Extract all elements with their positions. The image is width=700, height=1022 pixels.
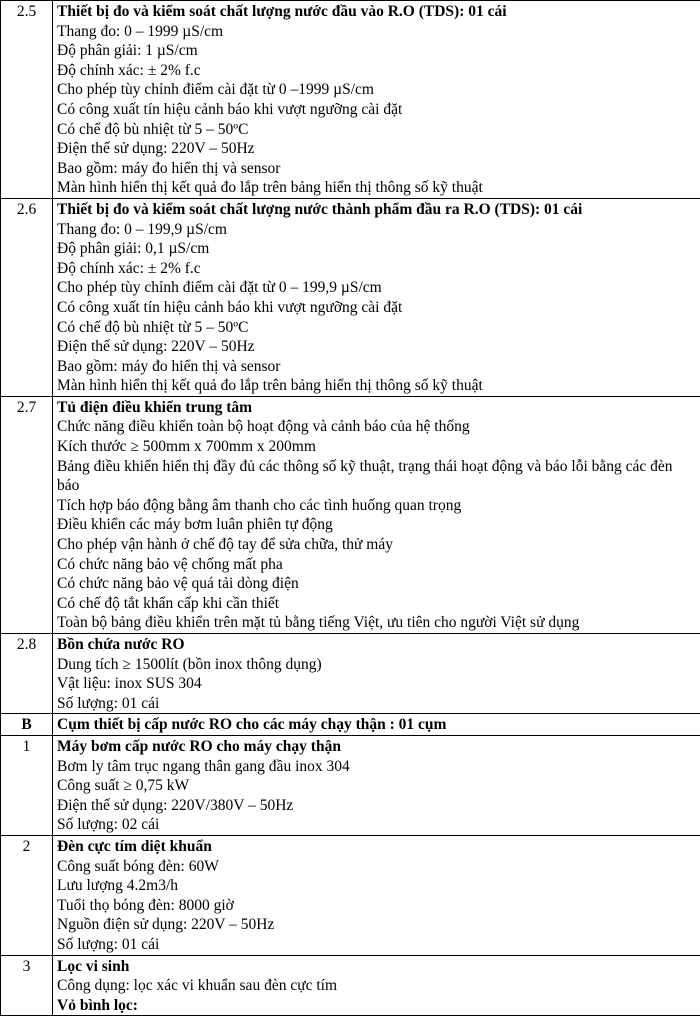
spec-line: Cho phép tùy chỉnh điểm cài đặt từ 0 –1999 µS/cm [57,81,374,99]
spec-line: Điều khiển các máy bơm luân phiên tự động [57,516,333,534]
spec-table-body [1,1,700,1016]
spec-row [1,735,700,835]
spec-line: Có chế độ tắt khẩn cấp khi cần thiết [57,594,280,612]
spec-line: Độ phân giải: 1 µS/cm [57,42,198,60]
row-content [53,835,700,955]
spec-line: Độ chính xác: ± 2% f.c [57,259,201,277]
spec-line: Kích thước ≥ 500mm x 700mm x 200mm [57,438,316,456]
row-content [53,396,700,633]
spec-line: Độ chính xác: ± 2% f.c [57,61,201,79]
item-title: Bồn chứa nước RO [57,636,185,653]
spec-line: Có công xuất tín hiệu cảnh báo khi vượt ngưỡng cài đặt [57,100,403,118]
spec-line: Cho phép vận hành ở chế độ tay để sửa chữa, thử máy [57,536,393,554]
row-content [53,1,700,199]
spec-line: Công suất bóng đèn: 60W [57,857,219,875]
row-content [53,634,700,714]
spec-row [1,396,700,633]
spec-line: Có chế độ bù nhiệt từ 5 – 50ºC [57,120,249,138]
row-number: 2 [1,835,53,955]
spec-line: Chức năng điều khiển toàn bộ hoạt động và cảnh báo của hệ thống [57,418,470,436]
spec-line: Bao gồm: máy đo hiển thị và sensor [57,159,281,177]
spec-line: Số lượng: 01 cái [57,694,160,712]
item-title: Thiết bị đo và kiểm soát chất lượng nước đầu vào R.O (TDS): 01 cái [57,3,507,20]
row-content [53,714,700,736]
item-title: Tủ điện điều khiển trung tâm [57,398,253,416]
spec-line: Có chế độ bù nhiệt từ 5 – 50ºC [57,318,249,336]
item-title: Cụm thiết bị cấp nước RO cho các máy chạy thận : 01 cụm [57,716,447,734]
spec-line: Điện thế sử dụng: 220V/380V – 50Hz [57,796,294,814]
spec-line: Công dụng: lọc xác vi khuẩn sau đèn cực tím [57,977,338,995]
row-number: 1 [1,735,53,835]
spec-line: Tuổi thọ bóng đèn: 8000 giờ [57,896,234,914]
spec-line: Nguồn điện sử dụng: 220V – 50Hz [57,916,275,934]
spec-line: Màn hình hiển thị kết quả đo lắp trên bảng hiển thị thông số kỹ thuật [57,179,483,197]
spec-row [1,835,700,955]
item-title: Lọc vi sinh [57,957,130,975]
spec-line: Toàn bộ bảng điều khiển trên mặt tủ bằng tiếng Việt, ưu tiên cho người Việt sử dụng [57,614,580,632]
row-number: 2.8 [1,634,53,714]
spec-line: Độ phân giải: 0,1 µS/cm [57,240,210,258]
row-number: B [1,714,53,736]
spec-row [1,1,700,199]
spec-line: Điện thế sử dụng: 220V – 50Hz [57,338,255,356]
spec-line: Cho phép tùy chỉnh điểm cài đặt từ 0 – 199,9 µS/cm [57,279,382,297]
row-number: 3 [1,955,53,1016]
spec-line: Vật liệu: inox SUS 304 [57,675,202,693]
spec-line: Bơm ly tâm trục ngang thân gang đầu inox 304 [57,757,350,775]
spec-line: Công suất ≥ 0,75 kW [57,777,190,795]
row-number: 2.6 [1,198,53,396]
spec-line: Dung tích ≥ 1500lít (bồn inox thông dụng) [57,655,322,673]
spec-line: Bảng điều khiển hiển thị đầy đủ các thông số kỹ thuật, trạng thái hoạt động và báo lỗi bằng các đèn báo [57,457,673,495]
spec-line: Số lượng: 02 cái [57,816,160,834]
spec-line: Có chức năng bảo vệ quá tải dòng điện [57,575,299,593]
spec-row [1,714,700,736]
spec-line: Có chức năng bảo vệ chống mất pha [57,555,283,573]
spec-row [1,955,700,1016]
spec-line: Điện thế sử dụng: 220V – 50Hz [57,140,255,158]
spec-line: Thang đo: 0 – 1999 µS/cm [57,22,224,40]
row-content [53,735,700,835]
row-number: 2.7 [1,396,53,633]
spec-line: Tích hợp báo động bằng âm thanh cho các tình huống quan trọng [57,496,462,514]
row-content [53,198,700,396]
spec-line: Màn hình hiển thị kết quả đo lắp trên bảng hiển thị thông số kỹ thuật [57,377,483,395]
spec-line: Bao gồm: máy đo hiển thị và sensor [57,357,281,375]
spec-line: Có công xuất tín hiệu cảnh báo khi vượt ngưỡng cài đặt [57,298,403,316]
row-content [53,955,700,1016]
spec-line: Lưu lượng 4.2m3/h [57,877,179,895]
item-title: Thiết bị đo và kiểm soát chất lượng nước thành phẩm đầu ra R.O (TDS): 01 cái [57,200,583,218]
spec-line: Số lượng: 01 cái [57,935,160,953]
spec-subheading: Vỏ bình lọc: [57,996,138,1014]
spec-row [1,634,700,714]
spec-line: Thang đo: 0 – 199,9 µS/cm [57,220,227,238]
item-title: Máy bơm cấp nước RO cho máy chạy thận [57,737,341,755]
spec-row [1,198,700,396]
item-title: Đèn cực tím diệt khuẩn [57,837,212,855]
row-number: 2.5 [1,1,53,199]
